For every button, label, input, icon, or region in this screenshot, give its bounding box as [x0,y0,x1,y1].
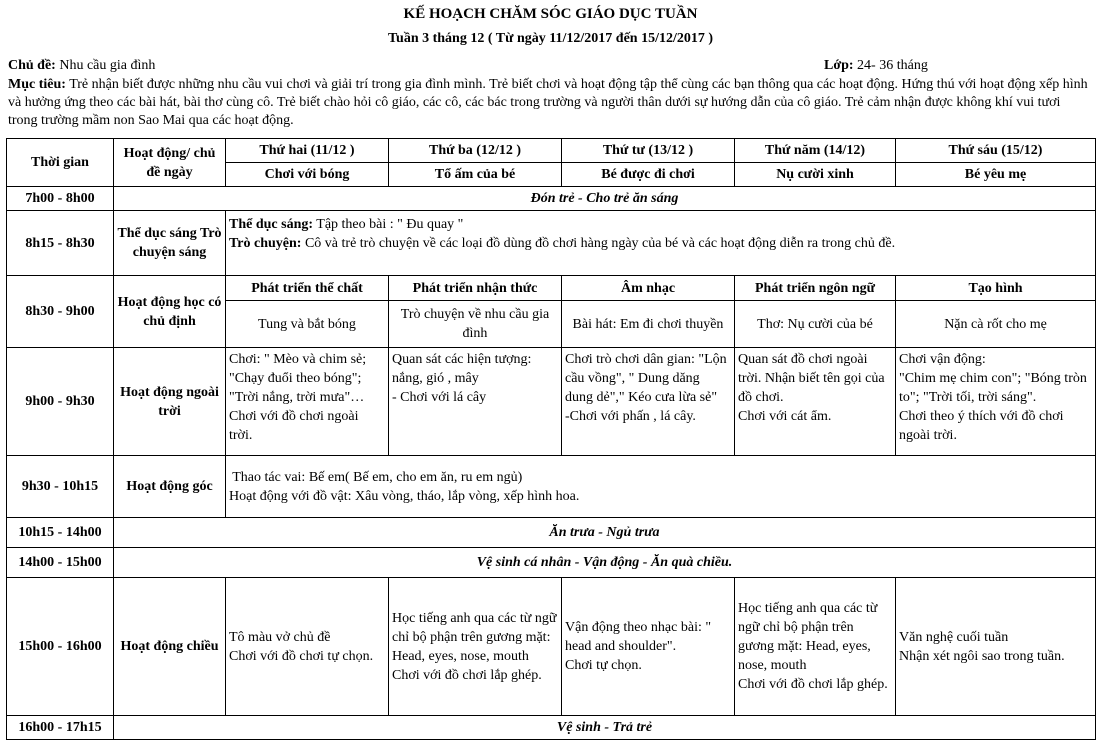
activity-cell: Hoạt động ngoài trời [114,348,226,456]
time-cell: 7h00 - 8h00 [7,187,114,211]
header-day-mon: Thứ hai (11/12 ) [226,139,389,163]
activity-cell: Thể dục sáng Trò chuyện sáng [114,211,226,276]
class-value: 24- 36 tháng [857,58,928,73]
afternoon-fri: Văn nghệ cuối tuần Nhận xét ngôi sao trong tuần. [896,578,1096,716]
header-day-wed: Thứ tư (13/12 ) [562,139,735,163]
table-row [7,187,1096,211]
document-title: KẾ HOẠCH CHĂM SÓC GIÁO DỤC TUẦN [403,6,698,22]
header-day-tue: Thứ ba (12/12 ) [389,139,562,163]
activity-cell: Hoạt động học có chủ định [114,276,226,348]
objective-paragraph [8,76,1093,130]
header-activity: Hoạt động/ chủ đề ngày [114,139,226,187]
class-label: Lớp: [824,58,854,73]
outdoor-tue: Quan sát các hiện tượng: nắng, gió , mây - Chơi với lá cây [389,348,562,456]
exercise-text: Tập theo bài : " Đu quay " [316,217,464,232]
subjects-row [7,276,1096,301]
corner-line-1: Thao tác vai: Bế em( Bế em, cho em ăn, ru em ngủ) [229,469,523,485]
subject-tue: Phát triển nhận thức [389,276,562,301]
time-cell: 14h00 - 15h00 [7,548,114,578]
corner-activity-cell [226,456,1096,518]
table-row [7,548,1096,578]
topic-line [8,58,155,74]
subject-wed: Âm nhạc [562,276,735,301]
activity-cell: Hoạt động chiều [114,578,226,716]
table-header-row [7,139,1096,163]
lesson-thu: Thơ: Nụ cười của bé [735,301,896,348]
afternoon-tue: Học tiếng anh qua các từ ngữ chỉ bộ phận trên gương mặt: Head, eyes, nose, mouth Chơi với đồ chơi lắp ghép. [389,578,562,716]
document-subtitle: Tuần 3 tháng 12 ( Từ ngày 11/12/2017 đến 15/12/2017 ) [387,31,714,46]
day-topic-fri: Bé yêu mẹ [896,163,1096,187]
time-cell: 9h00 - 9h30 [7,348,114,456]
time-cell: 10h15 - 14h00 [7,518,114,548]
table-row [7,348,1096,456]
class-line [824,58,928,74]
table-row [7,211,1096,276]
full-row-text: Ăn trưa - Ngủ trưa [114,518,1096,548]
afternoon-thu: Học tiếng anh qua các từ ngữ chỉ bộ phận trên gương mặt: Head, eyes, nose, mouth Chơi với đồ chơi lắp ghép. [735,578,896,716]
day-topic-tue: Tổ ấm của bé [389,163,562,187]
full-row-text: Vệ sinh cá nhân - Vận động - Ăn quà chiều. [114,548,1096,578]
exercise-label: Thể dục sáng: [229,217,314,232]
time-cell: 16h00 - 17h15 [7,716,114,740]
lesson-wed: Bài hát: Em đi chơi thuyền [562,301,735,348]
morning-activity-cell [226,211,1096,276]
day-topic-thu: Nụ cười xinh [735,163,896,187]
outdoor-fri: Chơi vận động: "Chim mẹ chim con"; "Bóng tròn to"; "Trời tối, trời sáng". Chơi theo ý thích với đồ chơi ngoài trời. [896,348,1096,456]
full-row-text: Đón trẻ - Cho trẻ ăn sáng [114,187,1096,211]
lesson-fri: Nặn cà rốt cho mẹ [896,301,1096,348]
topic-value: Nhu cầu gia đình [59,58,156,73]
subject-mon: Phát triển thể chất [226,276,389,301]
topic-label: Chủ đề: [8,58,56,73]
table-row [7,578,1096,716]
objective-label: Mục tiêu: [8,77,66,92]
chat-text: Cô và trẻ trò chuyện về các loại đồ dùng đồ chơi hàng ngày của bé và các hoạt động diễn ra trong chủ đề. [304,236,896,251]
afternoon-mon: Tô màu vở chủ đề Chơi với đồ chơi tự chọn. [226,578,389,716]
chat-label: Trò chuyện: [229,236,302,251]
time-cell: 9h30 - 10h15 [7,456,114,518]
subject-thu: Phát triển ngôn ngữ [735,276,896,301]
header-day-fri: Thứ sáu (15/12) [896,139,1096,163]
table-row [7,456,1096,518]
outdoor-wed: Chơi trò chơi dân gian: "Lộn cầu vồng", " Dung dăng dung dẻ"," Kéo cưa lừa sẻ" -Chơi với phấn , lá cây. [562,348,735,456]
table-row [7,518,1096,548]
time-cell: 8h15 - 8h30 [7,211,114,276]
table-row [7,716,1096,740]
activity-cell: Hoạt động góc [114,456,226,518]
afternoon-wed: Vận động theo nhạc bài: " head and shoulder". Chơi tự chọn. [562,578,735,716]
objective-text: Trẻ nhận biết được những nhu cầu vui chơi và giải trí trong gia đình mình. Trẻ biết chơi và hoạt động tập thể cùng các bạn thông qua các hoạt động. Hứng thú với hoạt động xếp hình và hưởng ứng theo các bài hát, bài thơ cùng cô. Trẻ biết chào hỏi cô giáo, các cô, các bác trong trường và người thân dưới sự hướng dẫn của cô giáo. Trẻ cảm nhận được không khí vui tươi trong trường mầm non Sao Mai qua các hoạt động. [8,77,1088,128]
outdoor-thu: Quan sát đồ chơi ngoài trời. Nhận biết tên gọi của đồ chơi. Chơi với cát ẩm. [735,348,896,456]
lesson-mon: Tung và bắt bóng [226,301,389,348]
time-cell: 15h00 - 16h00 [7,578,114,716]
time-cell: 8h30 - 9h00 [7,276,114,348]
day-topic-wed: Bé được đi chơi [562,163,735,187]
header-time: Thời gian [7,139,114,187]
corner-line-2: Hoạt động với đồ vật: Xâu vòng, tháo, lắp vòng, xếp hình hoa. [229,488,580,504]
day-topic-mon: Chơi với bóng [226,163,389,187]
full-row-text: Vệ sinh - Trả trẻ [114,716,1096,740]
subject-fri: Tạo hình [896,276,1096,301]
lesson-tue: Trò chuyện về nhu cầu gia đình [389,301,562,348]
header-day-thu: Thứ năm (14/12) [735,139,896,163]
schedule-table [6,138,1096,740]
outdoor-mon: Chơi: " Mèo và chim sẻ; "Chạy đuổi theo bóng"; "Trời nắng, trời mưa"… Chơi với đồ chơi ngoài trời. [226,348,389,456]
